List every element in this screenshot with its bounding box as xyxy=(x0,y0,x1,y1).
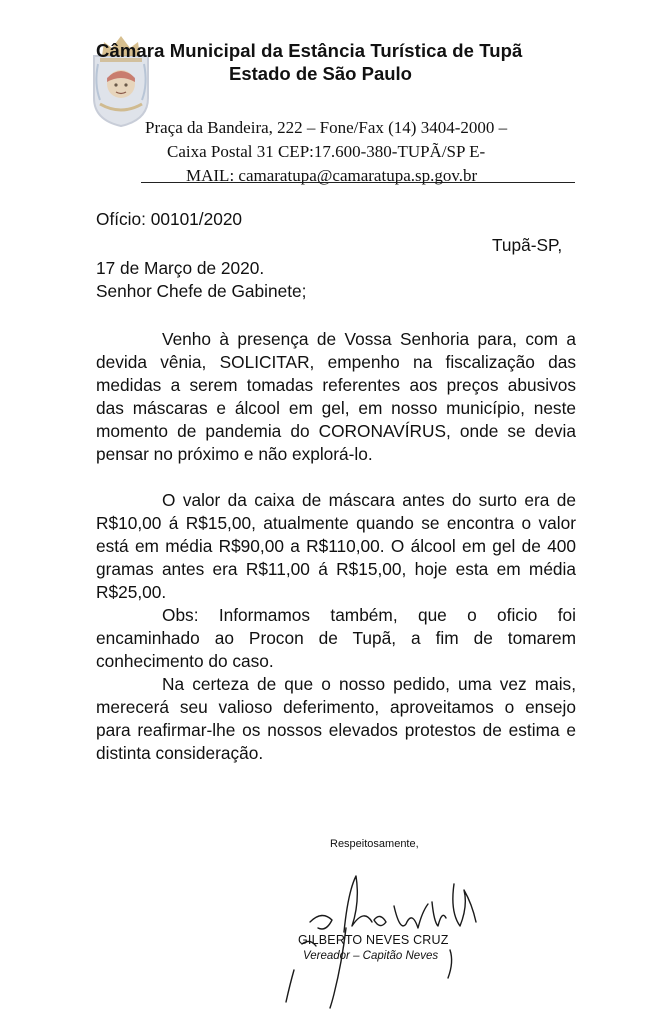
body-paragraph-4: Na certeza de que o nosso pedido, uma vez mais, merecerá seu valioso deferimento, aproveitamos o ensejo para reafirmar-lhe os nossos elevados protestos de estima e distinta consideração. xyxy=(96,674,576,763)
letter-city: Tupã-SP, xyxy=(492,235,563,255)
letter-salutation: Senhor Chefe de Gabinete; xyxy=(96,281,307,301)
address-line-1: Praça da Bandeira, 222 – Fone/Fax (14) 3404-2000 – xyxy=(145,118,508,137)
letterhead-address xyxy=(145,116,585,188)
closing-text: Respeitosamente, xyxy=(330,838,419,850)
letter-reference: Ofício: 00101/2020 xyxy=(96,209,243,229)
letter-date: 17 de Março de 2020. xyxy=(96,258,265,278)
body-paragraph-1: Venho à presença de Vossa Senhoria para, com a devida vênia, SOLICITAR, empenho na fiscalização das medidas a serem tomadas referentes aos preços abusivos das máscaras e álcool em gel, em nosso município, neste momento de pandemia do CORONAVÍRUS, onde se devia pensar no próximo e não explorá-lo. xyxy=(96,329,576,464)
body-paragraph-2: O valor da caixa de máscara antes do surto era de R$10,00 á R$15,00, atualmente quando se encontra o valor está em média R$90,00 a R$110,00. O álcool em gel de 400 gramas antes era R$11,00 á R$15,00, hoje esta em média R$25,00. xyxy=(96,490,576,602)
letterhead-subtitle: Estado de São Paulo xyxy=(229,63,412,84)
address-line-2: Caixa Postal 31 CEP:17.600-380-TUPÃ/SP E- xyxy=(167,142,486,161)
address-line-3: MAIL: camaratupa@camaratupa.sp.gov.br xyxy=(186,166,478,185)
body-paragraph-3: Obs: Informamos também, que o oficio foi encaminhado ao Procon de Tupã, a fim de tomarem conhecimento do caso. xyxy=(96,605,576,671)
letterhead-divider xyxy=(141,182,575,183)
signatory-name: GILBERTO NEVES CRUZ xyxy=(298,933,449,947)
signatory-role: Vereador – Capitão Neves xyxy=(303,950,439,962)
letterhead-title: Câmara Municipal da Estância Turística de Tupã xyxy=(96,40,523,61)
